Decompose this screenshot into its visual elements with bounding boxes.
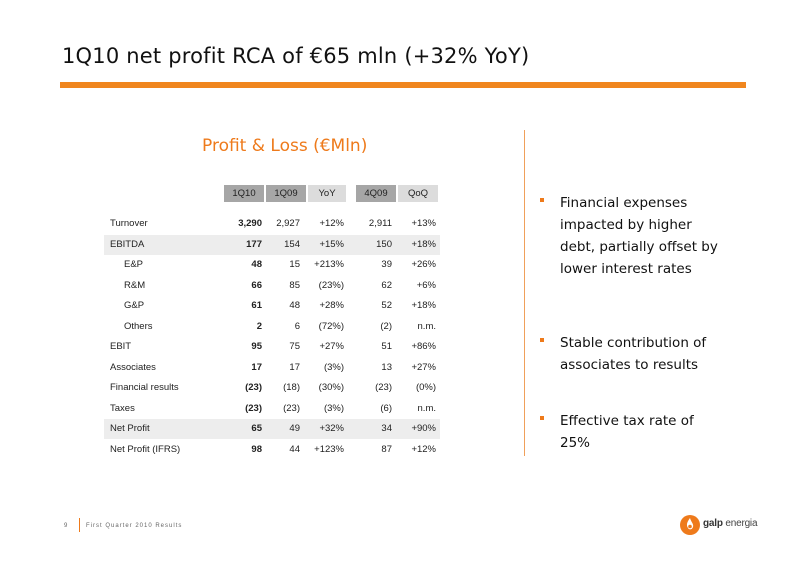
col-header-4q09: 4Q09	[356, 185, 396, 202]
table-cell: +213%	[314, 259, 344, 270]
table-cell: (23)	[283, 402, 300, 414]
footer-separator	[79, 518, 80, 532]
table-cell: +28%	[319, 300, 344, 311]
table-cell: (3%)	[323, 402, 344, 414]
bullet-marker	[540, 198, 544, 202]
table-cell: +90%	[411, 423, 436, 434]
table-cell: 65	[251, 423, 262, 434]
table-cell: +86%	[411, 341, 436, 352]
table-cell: 87	[381, 443, 392, 455]
table-cell: (72%)	[318, 320, 344, 332]
table-row	[104, 214, 440, 234]
table-cell: 39	[381, 259, 392, 270]
table-cell: 6	[294, 320, 300, 332]
bullet-marker	[540, 338, 544, 342]
table-cell: (3%)	[323, 361, 344, 373]
table-cell: 17	[251, 361, 262, 373]
galp-logo	[679, 512, 759, 538]
slide-title: 1Q10 net profit RCA of €65 mln (+32% YoY)	[62, 44, 530, 68]
table-cell: 2,911	[368, 218, 392, 229]
table-title: Profit & Loss (€Mln)	[202, 136, 368, 156]
table-row	[104, 419, 440, 439]
table-cell: 75	[289, 341, 300, 352]
row-label: G&P	[124, 300, 145, 311]
table-row	[104, 399, 440, 419]
table-row	[104, 235, 440, 255]
bullet-marker	[540, 416, 544, 420]
row-label: EBITDA	[110, 238, 145, 250]
row-label: Net Profit	[110, 423, 150, 434]
table-cell: 2,927	[276, 218, 300, 229]
table-row	[104, 337, 440, 357]
table-cell: +123%	[314, 443, 344, 455]
table-cell: (23)	[375, 382, 392, 393]
row-label: Net Profit (IFRS)	[110, 443, 181, 455]
table-cell: 48	[289, 300, 300, 311]
table-row	[104, 296, 440, 316]
galp-flame-icon	[679, 514, 701, 536]
table-cell: 34	[381, 423, 392, 434]
table-row	[104, 255, 440, 275]
table-cell: 150	[376, 238, 392, 250]
row-label: Others	[124, 320, 153, 332]
row-label: Associates	[110, 361, 156, 373]
table-row	[104, 440, 440, 460]
table-cell: 51	[381, 341, 392, 352]
table-cell: (23%)	[318, 279, 344, 291]
divider-line	[524, 130, 525, 456]
table-cell: (23)	[245, 402, 262, 414]
table-cell: (6)	[380, 402, 392, 414]
col-header-yoy: YoY	[308, 185, 346, 202]
table-cell: +6%	[416, 279, 436, 291]
col-header-qoq: QoQ	[398, 185, 438, 202]
col-header-1q09: 1Q09	[266, 185, 306, 202]
table-cell: +12%	[411, 443, 436, 455]
table-cell: 15	[289, 259, 300, 270]
table-cell: 61	[251, 300, 262, 311]
table-cell: 62	[381, 279, 392, 291]
table-row	[104, 358, 440, 378]
bullet-text: Financial expenses impacted by higher debt, partially offset by lower interest rates	[560, 195, 718, 277]
table-cell: 85	[289, 279, 300, 291]
table-cell: 48	[251, 259, 262, 270]
table-cell: +15%	[319, 238, 344, 250]
col-header-1q10: 1Q10	[224, 185, 264, 202]
bullet-text: Stable contribution of associates to results	[560, 335, 707, 373]
table-cell: +32%	[319, 423, 344, 434]
logo-suffix: energia	[725, 518, 758, 529]
row-label: Taxes	[110, 402, 135, 414]
table-cell: +27%	[319, 341, 344, 352]
table-cell: +18%	[411, 300, 436, 311]
row-label: EBIT	[110, 341, 132, 352]
table-cell: +27%	[411, 361, 436, 373]
table-cell: 98	[251, 443, 262, 455]
table-cell: 44	[289, 443, 300, 455]
logo-brand: galp	[703, 518, 723, 529]
table-cell: 17	[289, 361, 300, 373]
table-cell: 2	[256, 320, 262, 332]
table-cell: 66	[251, 279, 262, 291]
row-label: Financial results	[110, 382, 179, 393]
title-underline	[60, 82, 746, 88]
page-number: 9	[64, 523, 68, 529]
row-label: Turnover	[110, 218, 148, 229]
table-cell: +26%	[411, 259, 436, 270]
logo-text	[703, 518, 757, 529]
table-cell: 52	[381, 300, 392, 311]
table-row	[104, 276, 440, 296]
table-cell: 49	[289, 423, 300, 434]
table-cell: +12%	[319, 218, 344, 229]
bullet-text: Effective tax rate of 25%	[560, 413, 694, 451]
table-row	[104, 317, 440, 337]
table-cell: 13	[381, 361, 392, 373]
table-cell: +13%	[411, 218, 436, 229]
table-cell: (2)	[380, 320, 392, 332]
table-cell: 3,290	[238, 218, 262, 229]
row-label: R&M	[124, 279, 146, 291]
table-cell: (0%)	[415, 382, 436, 393]
table-cell: (23)	[245, 382, 262, 393]
table-cell: (30%)	[318, 382, 344, 393]
footer-text: First Quarter 2010 Results	[86, 523, 183, 529]
table-cell: +18%	[411, 238, 436, 250]
row-label: E&P	[124, 259, 144, 270]
table-cell: 177	[246, 238, 262, 250]
table-cell: 154	[284, 238, 300, 250]
table-cell: (18)	[283, 382, 300, 393]
table-row	[104, 378, 440, 398]
table-cell: 95	[251, 341, 262, 352]
table-cell: n.m.	[417, 402, 436, 414]
table-cell: n.m.	[417, 320, 436, 332]
